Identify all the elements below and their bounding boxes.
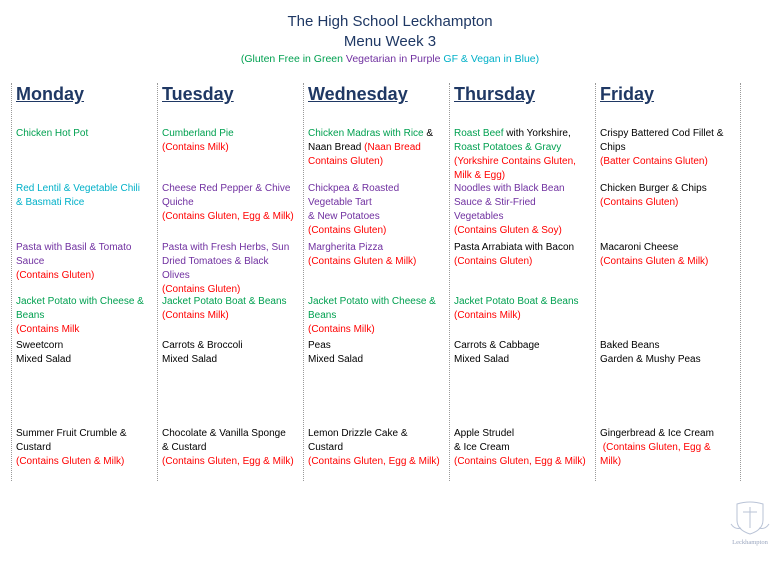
column-divider: [157, 83, 158, 481]
menu-item: [162, 127, 300, 155]
dish-text: Naan Bread: [308, 142, 362, 153]
page-title: The High School Leckhampton: [287, 13, 493, 30]
menu-item: [454, 427, 592, 469]
dish-text: Beans: [16, 310, 45, 321]
dish-text: Chips: [600, 142, 626, 153]
dish-text: &: [423, 128, 434, 139]
menu-item: [600, 241, 738, 269]
allergen-note: Milk): [600, 456, 622, 467]
allergen-note: (Contains Gluten & Milk): [308, 256, 417, 267]
menu-item: [454, 241, 592, 269]
menu-item: [600, 339, 738, 367]
dish-text: Red Lentil & Vegetable Chili: [16, 183, 140, 194]
menu-line: [454, 141, 592, 155]
day-column-monday: [16, 84, 156, 479]
school-crest-logo: [727, 498, 773, 548]
dish-text: Vegetable Tart: [308, 197, 372, 208]
dish-text: Custard: [308, 442, 344, 453]
menu-item: [16, 241, 154, 283]
allergen-note: (Batter Contains Gluten): [600, 156, 708, 167]
menu-item: [162, 427, 300, 469]
day-heading: Thursday: [454, 84, 536, 104]
dish-text: Beans: [308, 310, 337, 321]
allergen-note: (Contains Milk: [16, 324, 80, 335]
dish-text: Pasta with Basil & Tomato: [16, 242, 132, 253]
dish-text: Chicken Madras with Rice: [308, 128, 424, 139]
allergen-note: (Contains Gluten, Egg & Milk): [454, 456, 586, 467]
dish-text: Carrots & Broccoli: [162, 340, 243, 351]
dish-text: Chicken Burger & Chips: [600, 183, 707, 194]
dish-text: Jacket Potato with Cheese &: [308, 296, 436, 307]
allergen-note: Milk & Egg): [454, 170, 506, 181]
dish-text: & Basmati Rice: [16, 197, 85, 208]
day-column-friday: [600, 84, 740, 479]
allergen-note: (Contains Milk): [308, 324, 375, 335]
legend-gluten-free: (Gluten Free in Green: [240, 53, 343, 65]
dish-text: Margherita Pizza: [308, 242, 384, 253]
column-divider: [303, 83, 304, 481]
menu-item: [162, 295, 300, 323]
menu-item: [16, 339, 154, 367]
menu-item: [454, 339, 592, 367]
dish-text: Jacket Potato with Cheese &: [16, 296, 144, 307]
dish-text: Crispy Battered Cod Fillet &: [600, 128, 724, 139]
dish-text: Pasta with Fresh Herbs, Sun: [162, 242, 290, 253]
menu-item: [600, 127, 738, 169]
dish-text: Pasta Arrabiata with Bacon: [454, 242, 575, 253]
dish-text: Cheese Red Pepper & Chive: [162, 183, 291, 194]
logo-caption: Leckhampton: [732, 539, 768, 546]
allergen-note: (Contains Gluten, Egg & Milk): [308, 456, 440, 467]
menu-item: [308, 127, 446, 169]
dish-text: Chocolate & Vanilla Sponge: [162, 428, 286, 439]
allergen-note: (Contains Gluten): [454, 256, 533, 267]
allergen-note: (Contains Gluten & Milk): [600, 256, 709, 267]
dish-text: Dried Tomatoes & Black: [162, 256, 269, 267]
allergen-note: (Contains Gluten): [162, 284, 241, 295]
allergen-note: Contains Gluten): [308, 156, 384, 167]
dish-text: & New Potatoes: [308, 211, 380, 222]
dish-text: Macaroni Cheese: [600, 242, 679, 253]
dish-text: Mixed Salad: [308, 354, 364, 365]
day-column-thursday: [454, 84, 594, 479]
allergen-note: (Yorkshire Contains Gluten,: [454, 156, 576, 167]
legend-vegetarian: Vegetarian in Purple: [345, 53, 441, 65]
dish-text: Lemon Drizzle Cake &: [308, 428, 408, 439]
menu-line: [308, 141, 446, 155]
menu-line: [454, 127, 592, 141]
menu-item: [600, 427, 738, 469]
dish-text: Carrots & Cabbage: [454, 340, 540, 351]
dish-text: Summer Fruit Crumble &: [16, 428, 127, 439]
menu-item: [162, 339, 300, 367]
dish-text: Chickpea & Roasted: [308, 183, 400, 194]
allergen-note: (Naan Bread: [361, 142, 421, 153]
menu-line: [454, 169, 592, 183]
allergen-note: (Contains Gluten, Egg & Milk): [162, 211, 294, 222]
dish-text: Cumberland Pie: [162, 128, 234, 139]
day-heading: Wednesday: [308, 84, 408, 104]
allergen-note: (Contains Milk): [162, 142, 229, 153]
dish-text: Apple Strudel: [454, 428, 515, 439]
menu-line: [308, 155, 446, 169]
dish-text: Roast Beef: [454, 128, 504, 139]
legend-vegan: GF & Vegan in Blue): [443, 53, 540, 65]
menu-item: [308, 339, 446, 367]
menu-line: [308, 127, 446, 141]
dish-text: Noodles with Black Bean: [454, 183, 565, 194]
menu-item: [308, 241, 446, 269]
dish-text: Chicken Hot Pot: [16, 128, 89, 139]
day-column-tuesday: [162, 84, 302, 479]
menu-item: [16, 182, 154, 210]
column-divider: [740, 83, 741, 481]
allergen-note: (Contains Gluten): [600, 197, 679, 208]
allergen-note: (Contains Gluten, Egg &: [600, 442, 711, 453]
dish-text: Baked Beans: [600, 340, 660, 351]
day-heading: Monday: [16, 84, 85, 104]
dish-text: Gingerbread & Ice Cream: [600, 428, 714, 439]
allergen-note: (Contains Gluten): [308, 225, 387, 236]
dish-text: Roast Potatoes & Gravy: [454, 142, 562, 153]
dish-text: Sweetcorn: [16, 340, 64, 351]
dish-text: & Custard: [162, 442, 207, 453]
dish-text: Sauce: [16, 256, 45, 267]
menu-item: [308, 295, 446, 337]
menu-item: [308, 427, 446, 469]
menu-item: [454, 295, 592, 323]
allergen-note: (Contains Milk): [162, 310, 229, 321]
dish-text: Custard: [16, 442, 52, 453]
dish-text: & Ice Cream: [454, 442, 510, 453]
colour-legend: [0, 53, 780, 65]
menu-item: [16, 295, 154, 337]
allergen-note: (Contains Gluten, Egg & Milk): [162, 456, 294, 467]
day-column-wednesday: [308, 84, 448, 479]
allergen-note: (Contains Milk): [454, 310, 521, 321]
menu-item: [162, 182, 300, 224]
column-divider: [595, 83, 596, 481]
dish-text: Garden & Mushy Peas: [600, 354, 701, 365]
dish-text: Mixed Salad: [454, 354, 510, 365]
dish-text: Mixed Salad: [16, 354, 72, 365]
allergen-note: (Contains Gluten & Soy): [454, 225, 562, 236]
column-divider: [11, 83, 12, 481]
column-divider: [449, 83, 450, 481]
dish-text: Sauce & Stir-Fried: [454, 197, 536, 208]
menu-item: [600, 182, 738, 210]
allergen-note: (Contains Gluten): [16, 270, 95, 281]
page-subtitle: Menu Week 3: [343, 33, 437, 50]
menu-item: [308, 182, 446, 238]
dish-text: Peas: [308, 340, 331, 351]
dish-text: Vegetables: [454, 211, 504, 222]
dish-text: Jacket Potato Boat & Beans: [162, 296, 287, 307]
dish-text: Olives: [162, 270, 190, 281]
dish-text: Quiche: [162, 197, 194, 208]
dish-text: Jacket Potato Boat & Beans: [454, 296, 579, 307]
dish-text: Mixed Salad: [162, 354, 218, 365]
allergen-note: (Contains Gluten & Milk): [16, 456, 125, 467]
dish-text: with Yorkshire,: [503, 128, 571, 139]
menu-item: [162, 241, 300, 297]
menu-line: [454, 155, 592, 169]
menu-item: [16, 427, 154, 469]
day-heading: Tuesday: [162, 84, 234, 104]
menu-item: [454, 182, 592, 238]
menu-item: [16, 127, 154, 141]
menu-item: [454, 127, 592, 183]
day-heading: Friday: [600, 84, 655, 104]
